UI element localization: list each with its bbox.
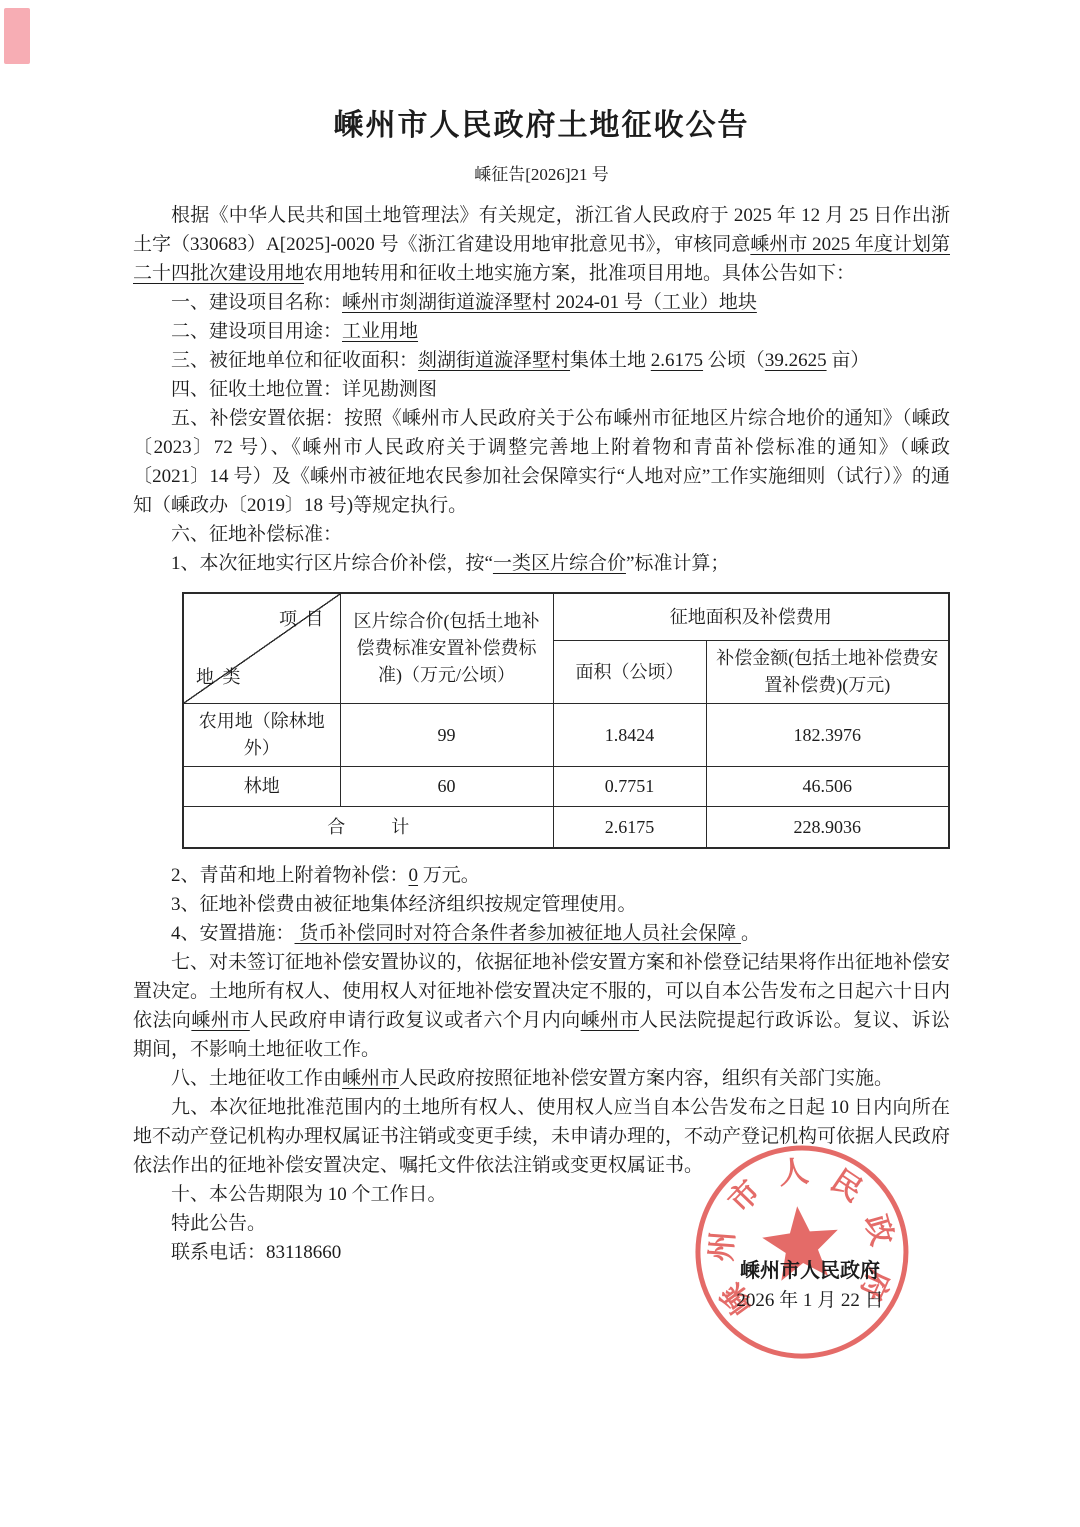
item-6-1-price: 1、本次征地实行区片综合价补偿，按“一类区片综合价”标准计算； xyxy=(171,553,730,574)
svg-text:市: 市 xyxy=(722,1174,768,1220)
svg-text:民: 民 xyxy=(824,1164,869,1209)
svg-text:嵊: 嵊 xyxy=(715,1276,760,1321)
table-corner-cell xyxy=(183,593,340,704)
cell-landtype: 农用地（除林地外） xyxy=(183,704,340,767)
column-header-area: 面积（公顷） xyxy=(553,641,706,704)
item-8-implementation: 八、土地征收工作由嵊州市人民政府按照征地补偿安置方案内容，组织有关部门实施。 xyxy=(171,1068,894,1089)
cell-landtype: 林地 xyxy=(183,767,340,807)
svg-text:政: 政 xyxy=(858,1211,899,1250)
item-6-standard: 六、征地补偿标准： xyxy=(171,524,343,545)
cell-price: 60 xyxy=(340,767,553,807)
item-10-period: 十、本公告期限为 10 个工作日。 xyxy=(171,1184,447,1205)
column-header-amount: 补偿金额(包括土地补偿费安置补偿费)(万元) xyxy=(706,641,949,704)
corner-label-landtype: 地 类 xyxy=(196,667,243,687)
item-4-location: 四、征收土地位置：详见勘测图 xyxy=(171,379,438,400)
cell-amount: 182.3976 xyxy=(706,704,949,767)
compensation-table xyxy=(182,592,950,849)
signature-date: 2026 年 1 月 22 日 xyxy=(736,1290,884,1311)
corner-label-project: 项 目 xyxy=(279,609,326,629)
column-header-group: 征地面积及补偿费用 xyxy=(553,593,949,641)
cell-total-amount: 228.9036 xyxy=(706,807,949,849)
cell-area: 1.8424 xyxy=(553,704,706,767)
contact-phone: 联系电话：83118660 xyxy=(171,1242,342,1263)
item-5-basis: 五、补偿安置依据：按照《嵊州市人民政府关于公布嵊州市征地区片综合地价的通知》（嵊政〔2023〕72 号）、《嵊州市人民政府关于调整完善地上附着物和青苗补偿标准的通知》（嵊政〔2021〕14 号）及《嵊州市被征地农民参加社会保障实行“人地对应”工作实施细则（试行）》的通知（嵊政办〔2019〕18 号)等规定执行。 xyxy=(133,408,950,516)
item-1-project-name: 一、建设项目名称：嵊州市剡湖街道漩泽墅村 2024-01 号（工业）地块 xyxy=(171,292,757,313)
item-6-2-seedling: 2、青苗和地上附着物补偿：0 万元。 xyxy=(171,865,480,886)
signature-org: 嵊州市人民政府 xyxy=(740,1260,880,1282)
svg-text:州: 州 xyxy=(705,1230,741,1263)
doc-number: 嵊征告[2026]21 号 xyxy=(474,165,609,184)
closing-statement: 特此公告。 xyxy=(171,1213,267,1234)
item-3-unit-area: 三、被征地单位和征收面积：剡湖街道漩泽墅村集体土地 2.6175 公顷（39.2625 亩） xyxy=(171,350,870,371)
item-6-3-management: 3、征地补偿费由被征地集体经济组织按规定管理使用。 xyxy=(171,894,637,915)
cell-total-area: 2.6175 xyxy=(553,807,706,849)
svg-text:府: 府 xyxy=(853,1263,896,1305)
intro-paragraph: 根据《中华人民共和国土地管理法》有关规定，浙江省人民政府于 2025 年 12 月 25 日作出浙土字（330683）A[2025]-0020 号《浙江省建设用地审批意见书》，审核同意嵊州市 2025 年度计划第二十四批次建设用地农用地转用和征收土地实施方案，批准项目用地。具体公告如下： xyxy=(133,205,950,284)
item-2-project-use: 二、建设项目用途：工业用地 xyxy=(171,321,419,342)
cell-amount: 46.506 xyxy=(706,767,949,807)
table-row-total xyxy=(183,807,949,849)
column-header-price: 区片综合价(包括土地补偿费标准安置补偿费标准)（万元/公顷） xyxy=(340,593,553,704)
signature-block xyxy=(685,1256,935,1316)
item-9-registration: 九、本次征地批准范围内的土地所有权人、使用权人应当自本公告发布之日起 10 日内向所在地不动产登记机构办理权属证书注销或变更手续，未申请办理的，不动产登记机构可依据人民政府依法作出的征地补偿安置决定、嘱托文件依法注销或变更权属证书。 xyxy=(133,1097,951,1176)
table-row-farmland xyxy=(183,704,949,767)
cell-total-label: 合 计 xyxy=(183,807,553,849)
cell-area: 0.7751 xyxy=(553,767,706,807)
page-title: 嵊州市人民政府土地征收公告 xyxy=(333,109,750,142)
official-seal xyxy=(679,1129,926,1376)
cell-price: 99 xyxy=(340,704,553,767)
svg-text:人: 人 xyxy=(776,1155,811,1191)
item-7-dispute: 七、对未签订征地补偿安置协议的，依据征地补偿安置方案和补偿登记结果将作出征地补偿安置决定。土地所有权人、使用权人对征地补偿安置决定不服的，可以自本公告发布之日起六十日内依法向嵊州市人民政府申请行政复议或者六个月内向嵊州市人民法院提起行政诉讼。复议、诉讼期间，不影响土地征收工作。 xyxy=(133,952,951,1060)
table-row-forestland xyxy=(183,767,949,807)
item-6-4-resettlement: 4、安置措施： 货币补偿同时对符合条件者参加被征地人员社会保障 。 xyxy=(171,923,761,944)
